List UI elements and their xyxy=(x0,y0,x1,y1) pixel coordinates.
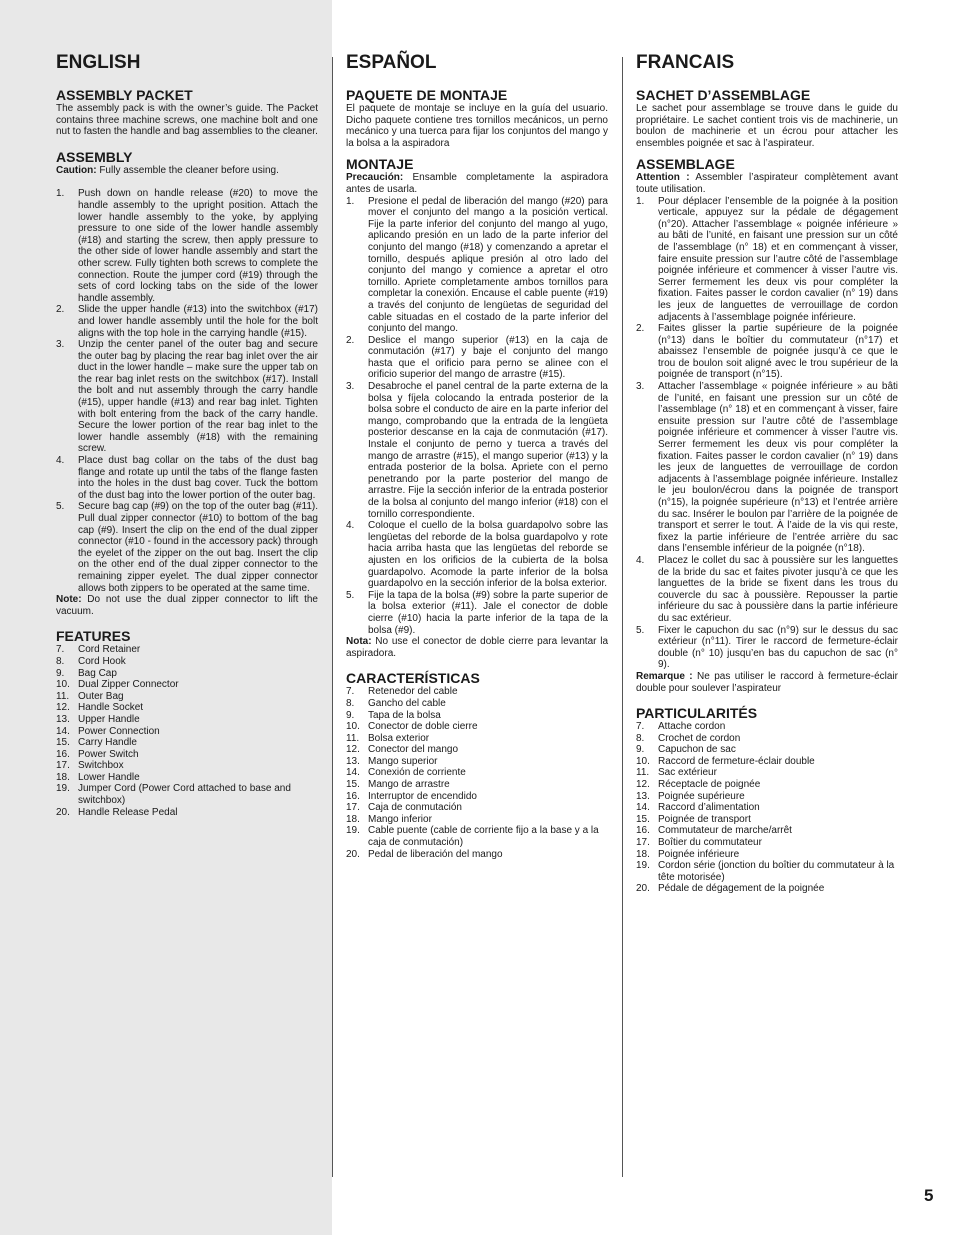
sachet-text: Le sachet pour assemblage se trouve dans le guide du propriétaire. Le sachet contient trois vis de machinerie, un boulon de machinerie et un écrou pour attacher les ensembles poignée et sac à l’aspirateur. xyxy=(636,103,898,149)
step-text: Slide the upper handle (#13) into the switchbox (#17) and lower handle assembly until the hole for the bolt aligns with the top hole in the carrying handle (#15). xyxy=(78,304,318,339)
feature-number: 10. xyxy=(346,721,360,733)
step-number: 4. xyxy=(346,520,355,532)
feature-item xyxy=(636,825,898,837)
feature-number: 19. xyxy=(56,783,70,795)
feature-label: Bolsa exterior xyxy=(368,732,430,744)
feature-item xyxy=(56,772,318,784)
feature-item xyxy=(636,883,898,895)
feature-label: Tapa de la bolsa xyxy=(368,709,441,721)
feature-item xyxy=(636,756,898,768)
feature-item xyxy=(636,779,898,791)
feature-label: Boîtier du commutateur xyxy=(658,837,762,849)
feature-item xyxy=(346,698,608,710)
step-text: Secure bag cap (#9) on the top of the outer bag (#11). Pull dual zipper connector (#10) to bottom of the bag cap (#9). Insert the clip on the end of the dual zipper connector (#10 - found in the accessory pack) through the eyelet of the zipper on the out bag. Insert the clip on the other end of the dual zipper connector to the remaining zipper eyelet. The dual zipper connector allows both zippers to be operated at the same time. xyxy=(78,501,318,594)
assembly-step xyxy=(346,590,608,636)
note-label: Note: xyxy=(56,594,82,606)
assembly-step xyxy=(636,625,898,671)
feature-label: Mango superior xyxy=(368,755,438,767)
feature-label: Pédale de dégagement de la poignée xyxy=(658,883,825,895)
feature-item xyxy=(346,779,608,791)
feature-label: Outer Bag xyxy=(78,690,124,702)
feature-label: Raccord d’alimentation xyxy=(658,802,760,814)
feature-number: 11. xyxy=(636,767,650,779)
feature-item xyxy=(346,814,608,826)
feature-item xyxy=(636,802,898,814)
attention-body: Assembler l’aspirateur complètement avant toute utilisation. xyxy=(636,172,898,195)
feature-item xyxy=(346,721,608,733)
feature-label: Conector del mango xyxy=(368,744,459,756)
feature-number: 7. xyxy=(636,721,645,733)
feature-label: Poignée inférieure xyxy=(658,848,740,860)
feature-number: 9. xyxy=(636,744,645,756)
feature-label: Retenedor del cable xyxy=(368,686,458,698)
feature-item xyxy=(56,726,318,738)
step-text: Unzip the center panel of the outer bag and secure the outer bag by placing the rear bag inlet over the air duct in the lower handle – make sure the upper tab on the rear bag inlet rests on the switchbox (#17). Install the bolt and nut assembly through the carry handle (#15), upper handle (#13) and rear bag inlet. Tighten with bolt entering from the back of the carry handle. Secure the lower portion of the rear bag inlet to the lower handle assembly (#18) with the remaining screw. xyxy=(78,339,318,455)
feature-number: 20. xyxy=(56,806,70,818)
feature-number: 7. xyxy=(56,644,65,656)
feature-label: Lower Handle xyxy=(78,771,140,783)
step-number: 1. xyxy=(56,188,65,200)
feature-label: Poignée supérieure xyxy=(658,790,745,802)
assemblage-heading: ASSEMBLAGE xyxy=(636,156,735,173)
feature-number: 19. xyxy=(636,860,650,872)
feature-number: 9. xyxy=(56,667,65,679)
step-text: Desabroche el panel central de la parte externa de la bolsa y fíjela colocando la entrada posterior de la bolsa sobre el conducto de aire en la parte inferior del mango, comprobando que la entrada de la lengüeta posterior descanse en la caja de conmutación (#17). Instale el conjunto de perno y tuerca a través del mango de arrastre (#15), el mango superior (#13) y la entrada posterior de la bolsa. Apriete con el perno penetrando por la parte posterior del mango de arrastre. Fije la sección inferior de la entrada posterior de la bolsa al conjunto del mango inferior (#18) con el tornillo correspondiente. xyxy=(368,381,608,520)
assembly-step xyxy=(346,381,608,520)
assembly-step xyxy=(56,339,318,455)
feature-item xyxy=(346,825,608,848)
assembly-packet-heading: ASSEMBLY PACKET xyxy=(56,87,193,103)
features-heading: FEATURES xyxy=(56,628,131,645)
feature-label: Caja de conmutación xyxy=(368,802,462,814)
attention-text xyxy=(636,172,898,195)
step-number: 2. xyxy=(56,304,65,316)
step-text: Deslice el mango superior (#13) en la caja de conmutación (#17) y baje el conjunto del mango hasta que el orificio para perno se alinee con el orificio superior del mango de arrastre (#15). xyxy=(368,334,608,381)
sachet-heading: SACHET D’ASSEMBLAGE xyxy=(636,87,811,103)
step-number: 1. xyxy=(636,195,645,207)
feature-label: Réceptacle de poignée xyxy=(658,779,761,791)
caution-label: Caution: xyxy=(56,164,97,176)
feature-number: 16. xyxy=(56,748,70,760)
assembly-step xyxy=(636,555,898,625)
feature-label: Mango inferior xyxy=(368,813,432,825)
step-number: 4. xyxy=(636,554,645,566)
caution-body: Fully assemble the cleaner before using. xyxy=(96,164,279,176)
caracteristicas-heading: CARACTERÍSTICAS xyxy=(346,670,480,687)
assembly-step xyxy=(636,196,898,324)
spanish-title: ESPAÑOL xyxy=(346,52,437,73)
feature-item xyxy=(56,668,318,680)
feature-number: 16. xyxy=(346,790,360,802)
step-text: Presione el pedal de liberación del mango (#20) para mover el conjunto del mango a la posición vertical. Fije la parte inferior del conjunto del mango al yugo, aplicando presión en un lado de la parte inferior del conjunto del mango (#18) y comenzando a apretar el tornillo, después aplique presión al otro lado del conjunto del mango y comience a apretar el otro tornillo. Apriete completamente ambos tornillos para completar la conexión. Encause el cable puente (#19) a través del conjunto de lengüetas de seguridad del cable situadas en el costado de la parte inferior del conjunto del mango. xyxy=(368,195,608,335)
feature-label: Power Connection xyxy=(78,725,160,737)
caracteristicas-list xyxy=(346,686,608,860)
feature-number: 13. xyxy=(636,790,650,802)
step-number: 4. xyxy=(56,455,65,467)
features-list xyxy=(56,644,318,818)
feature-item xyxy=(56,760,318,772)
feature-number: 17. xyxy=(346,802,360,814)
english-column xyxy=(56,52,318,818)
step-text: Coloque el cuello de la bolsa guardapolvo sobre las lengüetas del reborde de la bolsa guardapolvo y rote hacia arriba hasta que las lengüetas del reborde se ajusten en los orificios de la cubierta de la bolsa guardapolvo. Acomode la parte inferior de la bolsa guardapolvo en la sección inferior de la bolsa exterior. xyxy=(368,520,608,590)
step-text: Fije la tapa de la bolsa (#9) sobre la parte superior de la bolsa exterior (#11). Jale el conector de doble cierre (#10) hacia la parte inferior de la tapa de la bolsa (#9). xyxy=(368,589,608,636)
feature-number: 8. xyxy=(636,732,645,744)
attention-label: Attention : xyxy=(636,172,690,184)
feature-item xyxy=(346,744,608,756)
french-title: FRANCAIS xyxy=(636,52,735,73)
feature-number: 12. xyxy=(56,702,70,714)
feature-number: 14. xyxy=(346,767,360,779)
assembly-step xyxy=(56,188,318,304)
feature-number: 12. xyxy=(636,779,650,791)
step-number: 1. xyxy=(346,195,355,207)
paquete-text: El paquete de montaje se incluye en la guía del usuario. Dicho paquete contiene tres tornillos mecánicos, un perno mecánico y una tuerca para fijar los conjuntos del mango y la bolsa a la aspiradora xyxy=(346,103,608,149)
feature-item xyxy=(346,767,608,779)
step-number: 3. xyxy=(56,339,65,351)
feature-item xyxy=(346,733,608,745)
nota-label: Nota: xyxy=(346,636,372,648)
feature-number: 12. xyxy=(346,744,360,756)
feature-item xyxy=(56,807,318,819)
feature-number: 15. xyxy=(346,779,360,791)
step-text: Placez le collet du sac à poussière sur les languettes de la bride du sac et faites pivoter jusqu’à ce que les languettes de la bride se fixent dans les trous du couvercle du sac à poussière. Repousser la partie inférieure du sac à poussière dans la partie inférieure du sac extérieur. xyxy=(658,554,898,624)
feature-label: Jumper Cord (Power Cord attached to base and switchbox) xyxy=(78,783,291,807)
feature-number: 19. xyxy=(346,825,360,837)
remarque-text xyxy=(636,671,898,694)
feature-number: 17. xyxy=(636,837,650,849)
assembly-step xyxy=(56,304,318,339)
feature-label: Upper Handle xyxy=(78,713,140,725)
nota-text xyxy=(346,636,608,659)
precaucion-body: Ensamble completamente la aspiradora antes de usarla. xyxy=(346,172,608,195)
feature-label: Capuchon de sac xyxy=(658,744,736,756)
feature-item xyxy=(636,837,898,849)
feature-item xyxy=(636,849,898,861)
caution-text xyxy=(56,165,318,177)
feature-item xyxy=(346,849,608,861)
feature-item xyxy=(56,783,318,806)
feature-label: Handle Release Pedal xyxy=(78,806,178,818)
feature-label: Attache cordon xyxy=(658,721,726,733)
assembly-heading: ASSEMBLY xyxy=(56,148,133,165)
step-text: Fixer le capuchon du sac (n°9) sur le dessus du sac extérieur (n°11). Tirer le raccord de fermeture-éclair double (n° 10) jusqu’en bas du capuchon de sac (n° 9). xyxy=(658,624,898,671)
feature-number: 14. xyxy=(56,725,70,737)
feature-item xyxy=(346,710,608,722)
column-divider xyxy=(332,57,333,1177)
feature-label: Poignée de transport xyxy=(658,813,751,825)
feature-label: Carry Handle xyxy=(78,737,137,749)
step-number: 5. xyxy=(56,501,65,513)
step-number: 2. xyxy=(346,334,355,346)
note-body: Do not use the dual zipper connector to lift the vacuum. xyxy=(56,594,318,617)
step-text: Faites glisser la partie supérieure de la poignée (n°13) dans le boîtier du commutateur (n°17) et abaissez l’ensemble de poignée jusqu’à ce que le trou de boulon soit aligné avec le trou supérieur de la poignée de transport (n°15). xyxy=(658,323,898,381)
assemblage-steps xyxy=(636,196,898,671)
feature-label: Conector de doble cierre xyxy=(368,721,478,733)
paquete-heading: PAQUETE DE MONTAJE xyxy=(346,87,508,103)
step-number: 5. xyxy=(636,624,645,636)
assembly-step xyxy=(346,520,608,590)
remarque-label: Remarque : xyxy=(636,670,693,682)
french-column xyxy=(636,52,898,895)
feature-number: 10. xyxy=(636,755,650,767)
step-text: Push down on handle release (#20) to move the handle assembly to the upright position. Attach the lower handle assembly to the yoke, by applying pressure to one side of the lower handle assembly (#18) and starting the screw, then apply pressure to the other side of lower handle assembly and start the other screw. Fully tighten both screws to complete the connection. Route the jumper cord (#19) through the sets of cord locking tabs on the side of the lower handle assembly. xyxy=(78,188,318,304)
feature-item xyxy=(636,767,898,779)
feature-label: Dual Zipper Connector xyxy=(78,679,179,691)
feature-item xyxy=(56,737,318,749)
feature-item xyxy=(56,714,318,726)
feature-number: 20. xyxy=(346,848,360,860)
feature-number: 18. xyxy=(56,771,70,783)
page-number: 5 xyxy=(924,1186,934,1205)
english-title: ENGLISH xyxy=(56,52,141,73)
feature-number: 9. xyxy=(346,709,355,721)
feature-label: Crochet de cordon xyxy=(658,732,741,744)
assembly-packet-text: The assembly pack is with the owner’s guide. The Packet contains three machine screws, one machine bolt and one nut to fasten the handle and bag assemblies to the cleaner. xyxy=(56,103,318,138)
particularites-heading: PARTICULARITÉS xyxy=(636,705,758,722)
feature-number: 13. xyxy=(346,755,360,767)
feature-item xyxy=(346,791,608,803)
montaje-steps xyxy=(346,196,608,637)
feature-number: 8. xyxy=(56,655,65,667)
feature-item xyxy=(56,679,318,691)
feature-item xyxy=(636,733,898,745)
feature-label: Gancho del cable xyxy=(368,697,446,709)
feature-item xyxy=(346,686,608,698)
step-number: 3. xyxy=(346,381,355,393)
feature-label: Cable puente (cable de corriente fijo a la base y a la caja de conmutación) xyxy=(368,825,599,849)
feature-label: Cordon série (jonction du boîtier du commutateur à la tête motorisée) xyxy=(658,860,895,883)
feature-number: 13. xyxy=(56,713,70,725)
feature-item xyxy=(56,691,318,703)
step-text: Attacher l’assemblage « poignée inférieure » au bâti de l’unité, en faisant une pression sur un côté de l’assemblage (n° 18) et en commençant à visser, faire ensuite pression sur l’autre côté de l’assemblage poignée inférieure et commencer à visser l’autre vis. Serrer fermement les deux vis pour compléter la fixation. Faites passer le cordon cavalier (n° 19) dans les jeux de languettes de verrouillage de cordon adjacents à l’assemblage poignée inférieure. Installez le jeu boulon/écrou dans la poignée de transport (n°15), la poignée supérieure (n°13) et l’entrée arrière du sac. Insérer le boulon par l’arrière de la poignée de transport et serrer le tout. À l’aide de la vis qui reste, fixez la partie inférieure de l’entrée arrière du sac dans l’ensemble inférieur de la poignée (n°18). xyxy=(658,381,898,555)
feature-number: 20. xyxy=(636,883,650,895)
feature-number: 8. xyxy=(346,697,355,709)
step-number: 3. xyxy=(636,381,645,393)
feature-item xyxy=(636,814,898,826)
feature-number: 14. xyxy=(636,802,650,814)
feature-item xyxy=(346,756,608,768)
feature-number: 17. xyxy=(56,760,70,772)
feature-label: Conexión de corriente xyxy=(368,767,466,779)
feature-number: 7. xyxy=(346,686,355,698)
assembly-step xyxy=(346,196,608,335)
feature-item xyxy=(636,860,898,883)
feature-item xyxy=(636,744,898,756)
feature-number: 15. xyxy=(56,737,70,749)
nota-body: No use el conector de doble cierre para levantar la aspiradora. xyxy=(346,636,608,659)
feature-label: Switchbox xyxy=(78,760,124,772)
feature-label: Sac extérieur xyxy=(658,767,717,779)
precaucion-text xyxy=(346,172,608,195)
assembly-steps xyxy=(56,188,318,594)
feature-number: 15. xyxy=(636,813,650,825)
feature-number: 18. xyxy=(346,813,360,825)
step-number: 5. xyxy=(346,589,355,601)
montaje-heading: MONTAJE xyxy=(346,156,414,173)
feature-label: Raccord de fermeture-éclair double xyxy=(658,755,815,767)
feature-item xyxy=(346,802,608,814)
feature-number: 18. xyxy=(636,848,650,860)
feature-label: Bag Cap xyxy=(78,667,117,679)
column-divider xyxy=(622,57,623,1177)
feature-label: Pedal de liberación del mango xyxy=(368,848,503,860)
feature-item xyxy=(56,702,318,714)
step-text: Place dust bag collar on the tabs of the dust bag flange and rotate up until the tabs of the flange fasten into the holes in the dust bag cover. Tuck the bottom of the dust bag into the lower portion of the outer bag. xyxy=(78,455,318,501)
remarque-body: Ne pas utiliser le raccord à fermeture-éclair double pour soulever l’aspirateur xyxy=(636,670,899,694)
feature-item xyxy=(56,656,318,668)
note-text xyxy=(56,594,318,617)
assembly-step xyxy=(346,335,608,381)
assembly-step xyxy=(56,455,318,501)
feature-label: Mango de arrastre xyxy=(368,779,450,791)
feature-label: Commutateur de marche/arrêt xyxy=(658,825,792,837)
feature-number: 11. xyxy=(346,732,360,744)
feature-label: Cord Hook xyxy=(78,655,126,667)
assembly-step xyxy=(56,501,318,594)
step-number: 2. xyxy=(636,323,645,335)
feature-item xyxy=(56,644,318,656)
feature-label: Cord Retainer xyxy=(78,644,141,656)
spanish-column xyxy=(346,52,608,860)
feature-item xyxy=(636,721,898,733)
feature-label: Interruptor de encendido xyxy=(368,790,477,802)
feature-number: 10. xyxy=(56,679,70,691)
assembly-step xyxy=(636,323,898,381)
feature-item xyxy=(56,749,318,761)
feature-item xyxy=(636,791,898,803)
precaucion-label: Precaución: xyxy=(346,172,404,184)
feature-number: 16. xyxy=(636,825,650,837)
step-text: Pour déplacer l’ensemble de la poignée à la position verticale, appuyez sur la pédale de dégagement (n°20). Attacher l’assemblage « poignée inférieure » au bâti de l’unité, en faisant une pression sur un côté de l’assemblage (n° 18) et en commençant à visser, faire ensuite pression sur l’autre côté de l’assemblage poignée inférieure et commencer à visser l’autre vis. Serrer fermement les deux vis pour compléter la fixation. Faites passer le cordon cavalier (n° 19) dans les jeux de languettes de verrouillage de cordon adjacents à l’assemblage poignée inférieure. xyxy=(658,195,898,323)
feature-number: 11. xyxy=(56,690,70,702)
particularites-list xyxy=(636,721,898,895)
feature-label: Power Switch xyxy=(78,748,139,760)
feature-label: Handle Socket xyxy=(78,702,144,714)
assembly-step xyxy=(636,381,898,555)
